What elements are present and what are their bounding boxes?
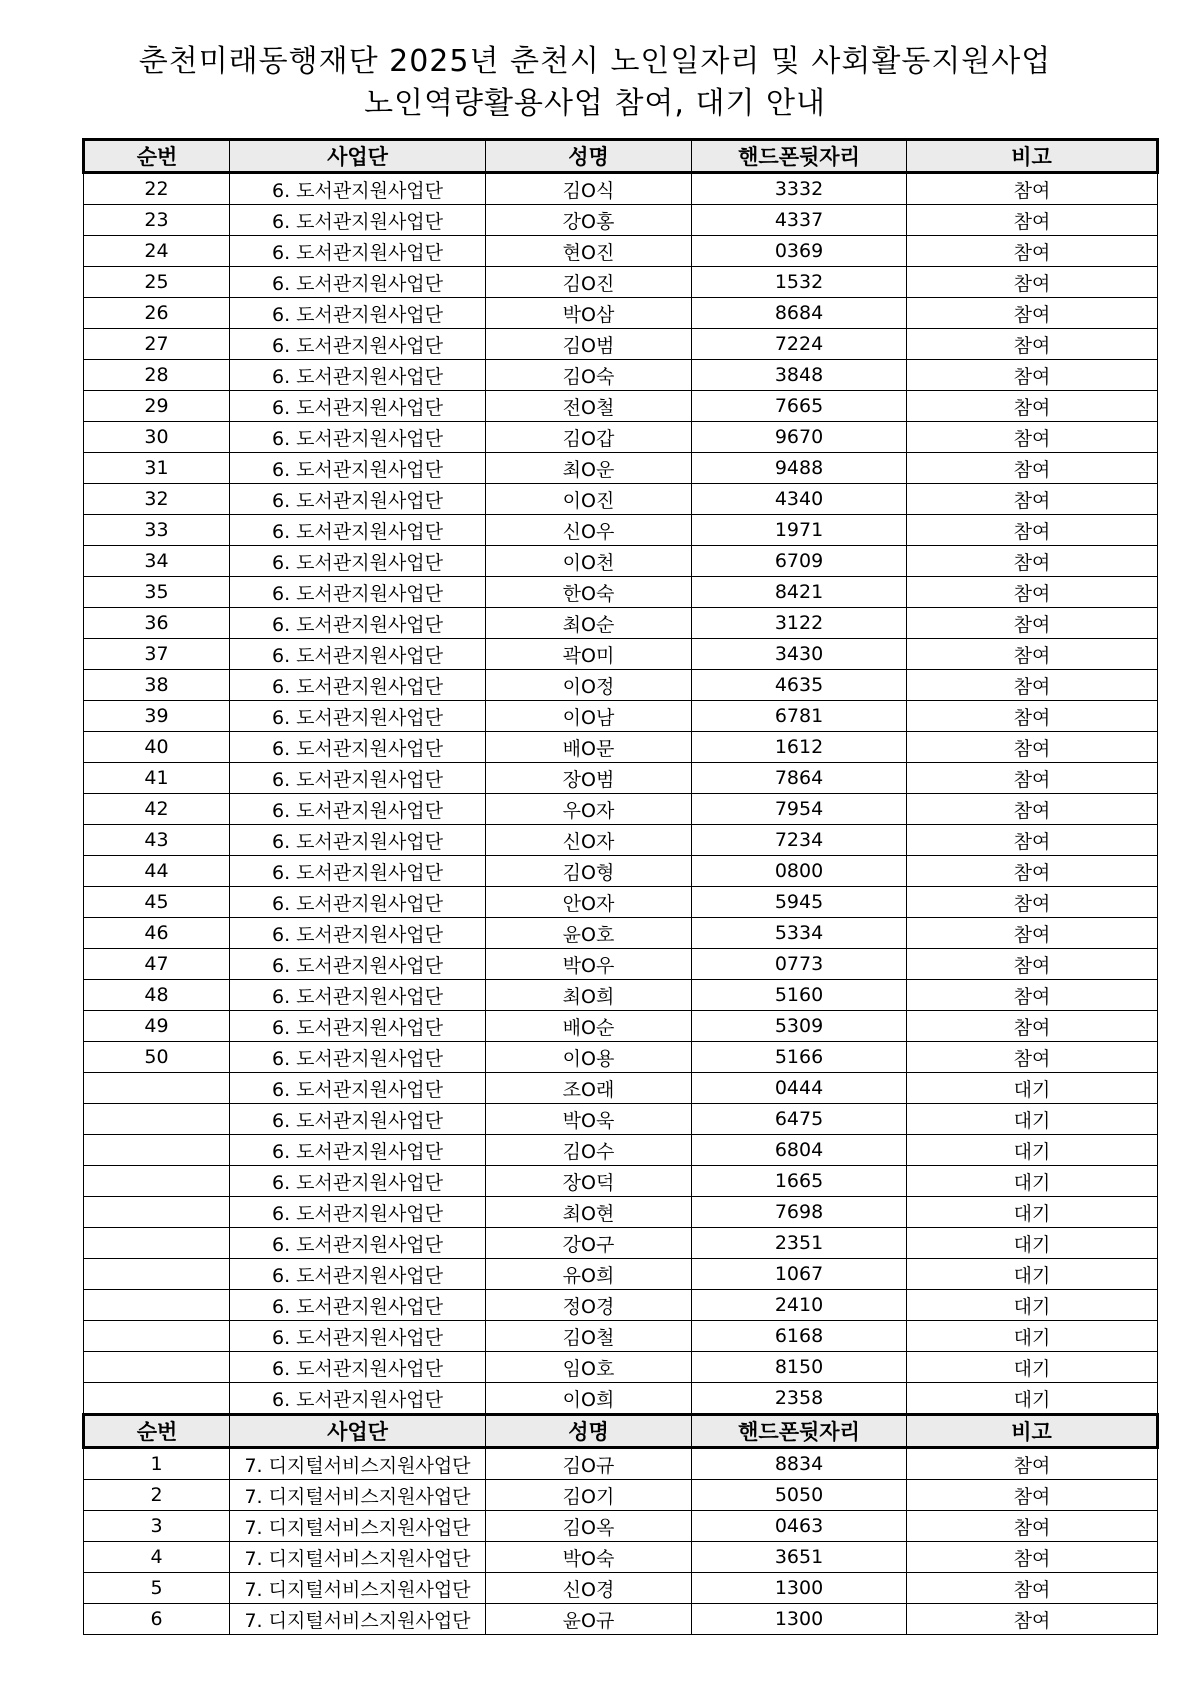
table-row — [84, 1383, 1158, 1415]
seq-cell: 30 — [84, 422, 230, 453]
name-cell: 박O삼 — [486, 298, 692, 329]
table-row — [84, 1290, 1158, 1321]
column-header-name: 성명 — [486, 140, 692, 173]
name-cell: 현O진 — [486, 236, 692, 267]
seq-cell: 48 — [84, 980, 230, 1011]
seq-cell: 43 — [84, 825, 230, 856]
phone-digits-cell: 5334 — [692, 918, 907, 949]
table-row — [84, 1166, 1158, 1197]
team-cell: 6. 도서관지원사업단 — [230, 1259, 486, 1290]
status-cell: 참여 — [907, 1573, 1158, 1604]
phone-digits-cell: 0800 — [692, 856, 907, 887]
seq-cell: 49 — [84, 1011, 230, 1042]
name-cell: 임O호 — [486, 1352, 692, 1383]
team-cell: 6. 도서관지원사업단 — [230, 949, 486, 980]
name-cell: 장O범 — [486, 763, 692, 794]
name-cell: 윤O호 — [486, 918, 692, 949]
participant-table-body — [84, 140, 1158, 1635]
seq-cell: 22 — [84, 173, 230, 205]
table-row — [84, 1197, 1158, 1228]
seq-cell: 3 — [84, 1511, 230, 1542]
name-cell: 최O순 — [486, 608, 692, 639]
team-cell: 6. 도서관지원사업단 — [230, 267, 486, 298]
seq-cell: 24 — [84, 236, 230, 267]
seq-cell: 41 — [84, 763, 230, 794]
table-row — [84, 1011, 1158, 1042]
team-cell: 6. 도서관지원사업단 — [230, 298, 486, 329]
team-cell: 6. 도서관지원사업단 — [230, 1104, 486, 1135]
team-cell: 6. 도서관지원사업단 — [230, 856, 486, 887]
table-header-row — [84, 1415, 1158, 1448]
phone-digits-cell: 9670 — [692, 422, 907, 453]
status-cell: 참여 — [907, 1011, 1158, 1042]
name-cell: 김O기 — [486, 1480, 692, 1511]
table-row — [84, 515, 1158, 546]
status-cell: 참여 — [907, 1042, 1158, 1073]
phone-digits-cell: 2358 — [692, 1383, 907, 1415]
name-cell: 김O형 — [486, 856, 692, 887]
table-row — [84, 701, 1158, 732]
team-cell: 6. 도서관지원사업단 — [230, 825, 486, 856]
seq-cell: 1 — [84, 1448, 230, 1480]
seq-cell — [84, 1352, 230, 1383]
phone-digits-cell: 8834 — [692, 1448, 907, 1480]
name-cell: 유O희 — [486, 1259, 692, 1290]
phone-digits-cell: 1067 — [692, 1259, 907, 1290]
team-cell: 6. 도서관지원사업단 — [230, 1135, 486, 1166]
status-cell: 참여 — [907, 267, 1158, 298]
table-row — [84, 1448, 1158, 1480]
phone-digits-cell: 5160 — [692, 980, 907, 1011]
seq-cell: 47 — [84, 949, 230, 980]
name-cell: 한O숙 — [486, 577, 692, 608]
name-cell: 김O범 — [486, 329, 692, 360]
name-cell: 이O희 — [486, 1383, 692, 1415]
team-cell: 6. 도서관지원사업단 — [230, 484, 486, 515]
status-cell: 대기 — [907, 1135, 1158, 1166]
team-cell: 6. 도서관지원사업단 — [230, 1352, 486, 1383]
status-cell: 대기 — [907, 1383, 1158, 1415]
name-cell: 신O경 — [486, 1573, 692, 1604]
phone-digits-cell: 0369 — [692, 236, 907, 267]
phone-digits-cell: 6475 — [692, 1104, 907, 1135]
table-row — [84, 205, 1158, 236]
team-cell: 6. 도서관지원사업단 — [230, 1011, 486, 1042]
seq-cell: 45 — [84, 887, 230, 918]
table-row — [84, 1259, 1158, 1290]
table-row — [84, 980, 1158, 1011]
page-title-line1: 춘천미래동행재단 2025년 춘천시 노인일자리 및 사회활동지원사업 — [138, 44, 1052, 79]
name-cell: 이O진 — [486, 484, 692, 515]
team-cell: 6. 도서관지원사업단 — [230, 1321, 486, 1352]
team-cell: 6. 도서관지원사업단 — [230, 1228, 486, 1259]
name-cell: 김O옥 — [486, 1511, 692, 1542]
column-header-seq: 순번 — [84, 140, 230, 173]
table-row — [84, 1604, 1158, 1635]
team-cell: 7. 디지털서비스지원사업단 — [230, 1542, 486, 1573]
phone-digits-cell: 8684 — [692, 298, 907, 329]
phone-digits-cell: 3651 — [692, 1542, 907, 1573]
table-row — [84, 484, 1158, 515]
phone-digits-cell: 7234 — [692, 825, 907, 856]
seq-cell — [84, 1383, 230, 1415]
status-cell: 참여 — [907, 1448, 1158, 1480]
phone-digits-cell: 0444 — [692, 1073, 907, 1104]
name-cell: 최O희 — [486, 980, 692, 1011]
status-cell: 참여 — [907, 1511, 1158, 1542]
team-cell: 6. 도서관지원사업단 — [230, 205, 486, 236]
status-cell: 참여 — [907, 484, 1158, 515]
status-cell: 참여 — [907, 360, 1158, 391]
table-row — [84, 391, 1158, 422]
phone-digits-cell: 5166 — [692, 1042, 907, 1073]
team-cell: 6. 도서관지원사업단 — [230, 1197, 486, 1228]
team-cell: 6. 도서관지원사업단 — [230, 1290, 486, 1321]
table-row — [84, 918, 1158, 949]
name-cell: 윤O규 — [486, 1604, 692, 1635]
page-title-line2: 노인역량활용사업 참여, 대기 안내 — [364, 86, 826, 121]
seq-cell — [84, 1135, 230, 1166]
status-cell: 참여 — [907, 515, 1158, 546]
table-row — [84, 173, 1158, 205]
seq-cell: 2 — [84, 1480, 230, 1511]
team-cell: 6. 도서관지원사업단 — [230, 980, 486, 1011]
phone-digits-cell: 7224 — [692, 329, 907, 360]
table-row — [84, 608, 1158, 639]
table-row — [84, 546, 1158, 577]
status-cell: 참여 — [907, 391, 1158, 422]
team-cell: 6. 도서관지원사업단 — [230, 608, 486, 639]
seq-cell — [84, 1228, 230, 1259]
phone-digits-cell: 4635 — [692, 670, 907, 701]
phone-digits-cell: 3332 — [692, 173, 907, 205]
team-cell: 6. 도서관지원사업단 — [230, 329, 486, 360]
name-cell: 박O숙 — [486, 1542, 692, 1573]
seq-cell — [84, 1197, 230, 1228]
seq-cell: 4 — [84, 1542, 230, 1573]
phone-digits-cell: 1612 — [692, 732, 907, 763]
team-cell: 6. 도서관지원사업단 — [230, 577, 486, 608]
phone-digits-cell: 1300 — [692, 1604, 907, 1635]
name-cell: 신O우 — [486, 515, 692, 546]
table-row — [84, 453, 1158, 484]
name-cell: 김O갑 — [486, 422, 692, 453]
table-row — [84, 1480, 1158, 1511]
phone-digits-cell: 0773 — [692, 949, 907, 980]
status-cell: 참여 — [907, 577, 1158, 608]
table-row — [84, 360, 1158, 391]
status-cell: 대기 — [907, 1104, 1158, 1135]
phone-digits-cell: 6804 — [692, 1135, 907, 1166]
name-cell: 김O철 — [486, 1321, 692, 1352]
team-cell: 6. 도서관지원사업단 — [230, 701, 486, 732]
status-cell: 참여 — [907, 949, 1158, 980]
phone-digits-cell: 6781 — [692, 701, 907, 732]
phone-digits-cell: 3848 — [692, 360, 907, 391]
name-cell: 김O수 — [486, 1135, 692, 1166]
column-header-phone-digits: 핸드폰뒷자리 — [692, 140, 907, 173]
phone-digits-cell: 6168 — [692, 1321, 907, 1352]
name-cell: 김O진 — [486, 267, 692, 298]
phone-digits-cell: 7698 — [692, 1197, 907, 1228]
table-row — [84, 329, 1158, 360]
name-cell: 강O홍 — [486, 205, 692, 236]
status-cell: 참여 — [907, 887, 1158, 918]
team-cell: 6. 도서관지원사업단 — [230, 360, 486, 391]
status-cell: 참여 — [907, 329, 1158, 360]
phone-digits-cell: 8150 — [692, 1352, 907, 1383]
seq-cell: 46 — [84, 918, 230, 949]
phone-digits-cell: 7954 — [692, 794, 907, 825]
seq-cell — [84, 1290, 230, 1321]
team-cell: 6. 도서관지원사업단 — [230, 1042, 486, 1073]
team-cell: 7. 디지털서비스지원사업단 — [230, 1448, 486, 1480]
phone-digits-cell: 1532 — [692, 267, 907, 298]
name-cell: 곽O미 — [486, 639, 692, 670]
seq-cell: 29 — [84, 391, 230, 422]
table-row — [84, 1321, 1158, 1352]
phone-digits-cell: 7665 — [692, 391, 907, 422]
team-cell: 6. 도서관지원사업단 — [230, 918, 486, 949]
seq-cell: 37 — [84, 639, 230, 670]
team-cell: 7. 디지털서비스지원사업단 — [230, 1511, 486, 1542]
status-cell: 참여 — [907, 1480, 1158, 1511]
status-cell: 참여 — [907, 236, 1158, 267]
table-row — [84, 856, 1158, 887]
seq-cell: 42 — [84, 794, 230, 825]
status-cell: 참여 — [907, 608, 1158, 639]
name-cell: 안O자 — [486, 887, 692, 918]
seq-cell: 44 — [84, 856, 230, 887]
seq-cell — [84, 1259, 230, 1290]
seq-cell: 50 — [84, 1042, 230, 1073]
phone-digits-cell: 0463 — [692, 1511, 907, 1542]
phone-digits-cell: 2351 — [692, 1228, 907, 1259]
team-cell: 6. 도서관지원사업단 — [230, 887, 486, 918]
name-cell: 박O우 — [486, 949, 692, 980]
phone-digits-cell: 2410 — [692, 1290, 907, 1321]
column-header-team: 사업단 — [230, 140, 486, 173]
phone-digits-cell: 1665 — [692, 1166, 907, 1197]
status-cell: 참여 — [907, 794, 1158, 825]
table-row — [84, 732, 1158, 763]
table-row — [84, 639, 1158, 670]
table-row — [84, 949, 1158, 980]
status-cell: 참여 — [907, 825, 1158, 856]
name-cell: 전O철 — [486, 391, 692, 422]
team-cell: 7. 디지털서비스지원사업단 — [230, 1573, 486, 1604]
status-cell: 참여 — [907, 763, 1158, 794]
table-row — [84, 825, 1158, 856]
name-cell: 박O욱 — [486, 1104, 692, 1135]
status-cell: 참여 — [907, 1542, 1158, 1573]
phone-digits-cell: 3430 — [692, 639, 907, 670]
column-header-status: 비고 — [907, 140, 1158, 173]
status-cell: 대기 — [907, 1352, 1158, 1383]
table-row — [84, 1228, 1158, 1259]
name-cell: 이O남 — [486, 701, 692, 732]
seq-cell: 38 — [84, 670, 230, 701]
table-row — [84, 763, 1158, 794]
seq-cell — [84, 1321, 230, 1352]
name-cell: 이O천 — [486, 546, 692, 577]
name-cell: 이O용 — [486, 1042, 692, 1073]
status-cell: 참여 — [907, 670, 1158, 701]
name-cell: 김O식 — [486, 173, 692, 205]
team-cell: 6. 도서관지원사업단 — [230, 515, 486, 546]
team-cell: 6. 도서관지원사업단 — [230, 1166, 486, 1197]
team-cell: 6. 도서관지원사업단 — [230, 732, 486, 763]
name-cell: 정O경 — [486, 1290, 692, 1321]
team-cell: 6. 도서관지원사업단 — [230, 1073, 486, 1104]
status-cell: 참여 — [907, 546, 1158, 577]
status-cell: 참여 — [907, 980, 1158, 1011]
status-cell: 대기 — [907, 1259, 1158, 1290]
phone-digits-cell: 6709 — [692, 546, 907, 577]
table-row — [84, 887, 1158, 918]
column-header-phone-digits: 핸드폰뒷자리 — [692, 1415, 907, 1448]
status-cell: 참여 — [907, 918, 1158, 949]
name-cell: 김O규 — [486, 1448, 692, 1480]
table-header-row — [84, 140, 1158, 173]
table-row — [84, 1135, 1158, 1166]
name-cell: 이O정 — [486, 670, 692, 701]
status-cell: 대기 — [907, 1166, 1158, 1197]
column-header-seq: 순번 — [84, 1415, 230, 1448]
name-cell: 우O자 — [486, 794, 692, 825]
table-row — [84, 577, 1158, 608]
team-cell: 6. 도서관지원사업단 — [230, 546, 486, 577]
status-cell: 참여 — [907, 173, 1158, 205]
team-cell: 7. 디지털서비스지원사업단 — [230, 1604, 486, 1635]
seq-cell: 23 — [84, 205, 230, 236]
phone-digits-cell: 3122 — [692, 608, 907, 639]
seq-cell: 28 — [84, 360, 230, 391]
status-cell: 참여 — [907, 639, 1158, 670]
phone-digits-cell: 4340 — [692, 484, 907, 515]
status-cell: 대기 — [907, 1197, 1158, 1228]
name-cell: 배O순 — [486, 1011, 692, 1042]
table-row — [84, 1042, 1158, 1073]
seq-cell: 36 — [84, 608, 230, 639]
table-row — [84, 1073, 1158, 1104]
status-cell: 참여 — [907, 453, 1158, 484]
column-header-team: 사업단 — [230, 1415, 486, 1448]
name-cell: 최O운 — [486, 453, 692, 484]
table-row — [84, 298, 1158, 329]
status-cell: 참여 — [907, 1604, 1158, 1635]
table-row — [84, 1542, 1158, 1573]
phone-digits-cell: 8421 — [692, 577, 907, 608]
seq-cell: 32 — [84, 484, 230, 515]
status-cell: 참여 — [907, 701, 1158, 732]
phone-digits-cell: 5945 — [692, 887, 907, 918]
name-cell: 강O구 — [486, 1228, 692, 1259]
participant-table — [82, 138, 1159, 1635]
phone-digits-cell: 5050 — [692, 1480, 907, 1511]
column-header-name: 성명 — [486, 1415, 692, 1448]
team-cell: 6. 도서관지원사업단 — [230, 391, 486, 422]
table-row — [84, 1573, 1158, 1604]
status-cell: 참여 — [907, 856, 1158, 887]
seq-cell: 34 — [84, 546, 230, 577]
seq-cell: 26 — [84, 298, 230, 329]
team-cell: 6. 도서관지원사업단 — [230, 236, 486, 267]
table-row — [84, 670, 1158, 701]
table-row — [84, 1511, 1158, 1542]
team-cell: 6. 도서관지원사업단 — [230, 453, 486, 484]
column-header-status: 비고 — [907, 1415, 1158, 1448]
table-row — [84, 422, 1158, 453]
seq-cell: 6 — [84, 1604, 230, 1635]
team-cell: 6. 도서관지원사업단 — [230, 422, 486, 453]
table-row — [84, 794, 1158, 825]
seq-cell: 35 — [84, 577, 230, 608]
status-cell: 대기 — [907, 1290, 1158, 1321]
team-cell: 6. 도서관지원사업단 — [230, 639, 486, 670]
seq-cell: 27 — [84, 329, 230, 360]
status-cell: 대기 — [907, 1321, 1158, 1352]
seq-cell — [84, 1073, 230, 1104]
team-cell: 6. 도서관지원사업단 — [230, 763, 486, 794]
phone-digits-cell: 4337 — [692, 205, 907, 236]
name-cell: 최O현 — [486, 1197, 692, 1228]
seq-cell: 25 — [84, 267, 230, 298]
seq-cell: 5 — [84, 1573, 230, 1604]
team-cell: 6. 도서관지원사업단 — [230, 794, 486, 825]
seq-cell: 33 — [84, 515, 230, 546]
phone-digits-cell: 1300 — [692, 1573, 907, 1604]
name-cell: 장O덕 — [486, 1166, 692, 1197]
table-row — [84, 1352, 1158, 1383]
team-cell: 6. 도서관지원사업단 — [230, 1383, 486, 1415]
table-row — [84, 267, 1158, 298]
seq-cell: 31 — [84, 453, 230, 484]
seq-cell: 40 — [84, 732, 230, 763]
team-cell: 6. 도서관지원사업단 — [230, 173, 486, 205]
name-cell: 신O자 — [486, 825, 692, 856]
status-cell: 대기 — [907, 1073, 1158, 1104]
status-cell: 참여 — [907, 422, 1158, 453]
name-cell: 배O문 — [486, 732, 692, 763]
seq-cell: 39 — [84, 701, 230, 732]
phone-digits-cell: 7864 — [692, 763, 907, 794]
status-cell: 대기 — [907, 1228, 1158, 1259]
seq-cell — [84, 1104, 230, 1135]
name-cell: 조O래 — [486, 1073, 692, 1104]
team-cell: 7. 디지털서비스지원사업단 — [230, 1480, 486, 1511]
status-cell: 참여 — [907, 732, 1158, 763]
phone-digits-cell: 5309 — [692, 1011, 907, 1042]
team-cell: 6. 도서관지원사업단 — [230, 670, 486, 701]
phone-digits-cell: 1971 — [692, 515, 907, 546]
status-cell: 참여 — [907, 205, 1158, 236]
phone-digits-cell: 9488 — [692, 453, 907, 484]
seq-cell — [84, 1166, 230, 1197]
table-row — [84, 1104, 1158, 1135]
status-cell: 참여 — [907, 298, 1158, 329]
table-row — [84, 236, 1158, 267]
name-cell: 김O숙 — [486, 360, 692, 391]
